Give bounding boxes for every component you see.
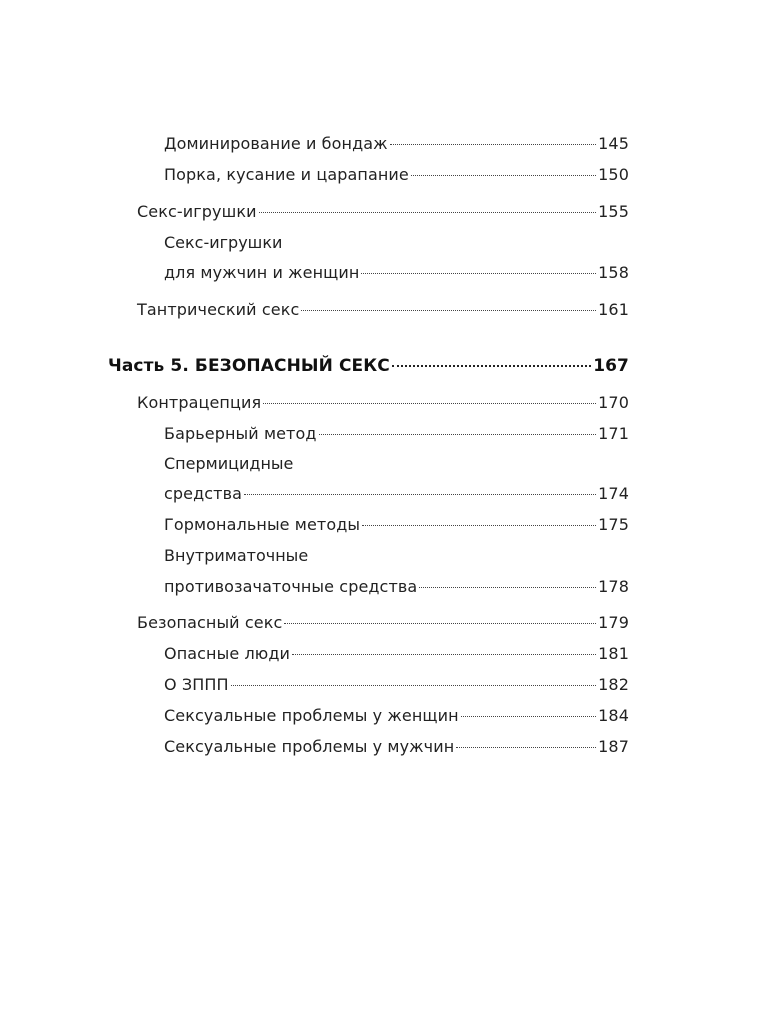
toc-entry xyxy=(137,611,629,635)
toc-part-title: Часть 5. БЕЗОПАСНЫЙ СЕКС xyxy=(108,356,390,376)
toc-entry-title: Сексуальные проблемы у мужчин xyxy=(164,737,455,756)
toc-entry-page: 179 xyxy=(598,613,629,632)
dot-leader xyxy=(456,746,596,748)
toc-entry-page: 145 xyxy=(598,134,629,153)
toc-entry-title: Гормональные методы xyxy=(164,515,361,534)
dot-leader xyxy=(263,402,596,404)
dot-leader xyxy=(319,433,597,435)
dot-leader xyxy=(419,586,596,588)
toc-entry-page: 155 xyxy=(598,202,629,221)
toc-entry xyxy=(164,673,629,697)
dot-leader xyxy=(284,622,596,624)
toc-entry-title: Опасные люди xyxy=(164,644,291,663)
toc-entry-page: 178 xyxy=(598,577,629,596)
toc-entry-title: Порка, кусание и царапание xyxy=(164,165,409,184)
toc-entry-title: Секс-игрушки xyxy=(137,202,257,221)
dot-leader xyxy=(301,309,596,311)
toc-entry-page: 170 xyxy=(598,393,629,412)
toc-entry-title-line1: Секс-игрушки xyxy=(164,233,283,252)
dot-leader xyxy=(259,211,597,213)
toc-entry-title: для мужчин и женщин xyxy=(164,263,360,282)
toc-entry-page: 184 xyxy=(598,706,629,725)
dot-leader xyxy=(411,174,596,176)
toc-part-heading xyxy=(108,354,629,378)
toc-entry xyxy=(164,735,629,759)
dot-leader xyxy=(362,524,596,526)
toc-entry-page: 182 xyxy=(598,675,629,694)
toc-entry xyxy=(164,422,629,446)
toc-entry-page: 174 xyxy=(598,484,629,503)
toc-entry-page: 181 xyxy=(598,644,629,663)
toc-entry-page: 175 xyxy=(598,515,629,534)
toc-entry-page: 161 xyxy=(598,300,629,319)
dot-leader xyxy=(361,272,596,274)
toc-entry xyxy=(164,704,629,728)
toc-entry-title: противозачаточные средства xyxy=(164,577,418,596)
toc-entry-title: Сексуальные проблемы у женщин xyxy=(164,706,459,725)
toc-entry-title-line1: Внутриматочные xyxy=(164,546,309,565)
toc-entry-page: 187 xyxy=(598,737,629,756)
dot-leader xyxy=(390,143,596,145)
toc-entry-title: Контрацепция xyxy=(137,393,262,412)
toc-entry xyxy=(164,132,629,156)
dot-leader xyxy=(461,715,596,717)
toc-entry xyxy=(164,642,629,666)
toc-entry-title: Безопасный секс xyxy=(137,613,283,632)
toc-entry-title: средства xyxy=(164,484,243,503)
toc-entry-title: Барьерный метод xyxy=(164,424,317,443)
toc-entry-title: О ЗППП xyxy=(164,675,229,694)
toc-entry xyxy=(137,391,629,415)
dot-leader xyxy=(292,653,596,655)
toc-entry-title: Тантрический секс xyxy=(137,300,300,319)
toc-part-page: 167 xyxy=(593,356,629,376)
toc-entry xyxy=(164,261,629,285)
dot-leader xyxy=(244,493,596,495)
toc-entry xyxy=(164,482,629,506)
dot-leader xyxy=(392,364,591,367)
dot-leader xyxy=(231,684,597,686)
toc-entry-title-line1: Спермицидные xyxy=(164,454,294,473)
toc-entry-page: 150 xyxy=(598,165,629,184)
toc-entry xyxy=(137,298,629,322)
toc-entry-page: 158 xyxy=(598,263,629,282)
toc-entry xyxy=(164,513,629,537)
toc-entry xyxy=(137,200,629,224)
toc-entry xyxy=(164,575,629,599)
toc-entry-title: Доминирование и бондаж xyxy=(164,134,388,153)
toc-entry-page: 171 xyxy=(598,424,629,443)
toc-entry xyxy=(164,163,629,187)
